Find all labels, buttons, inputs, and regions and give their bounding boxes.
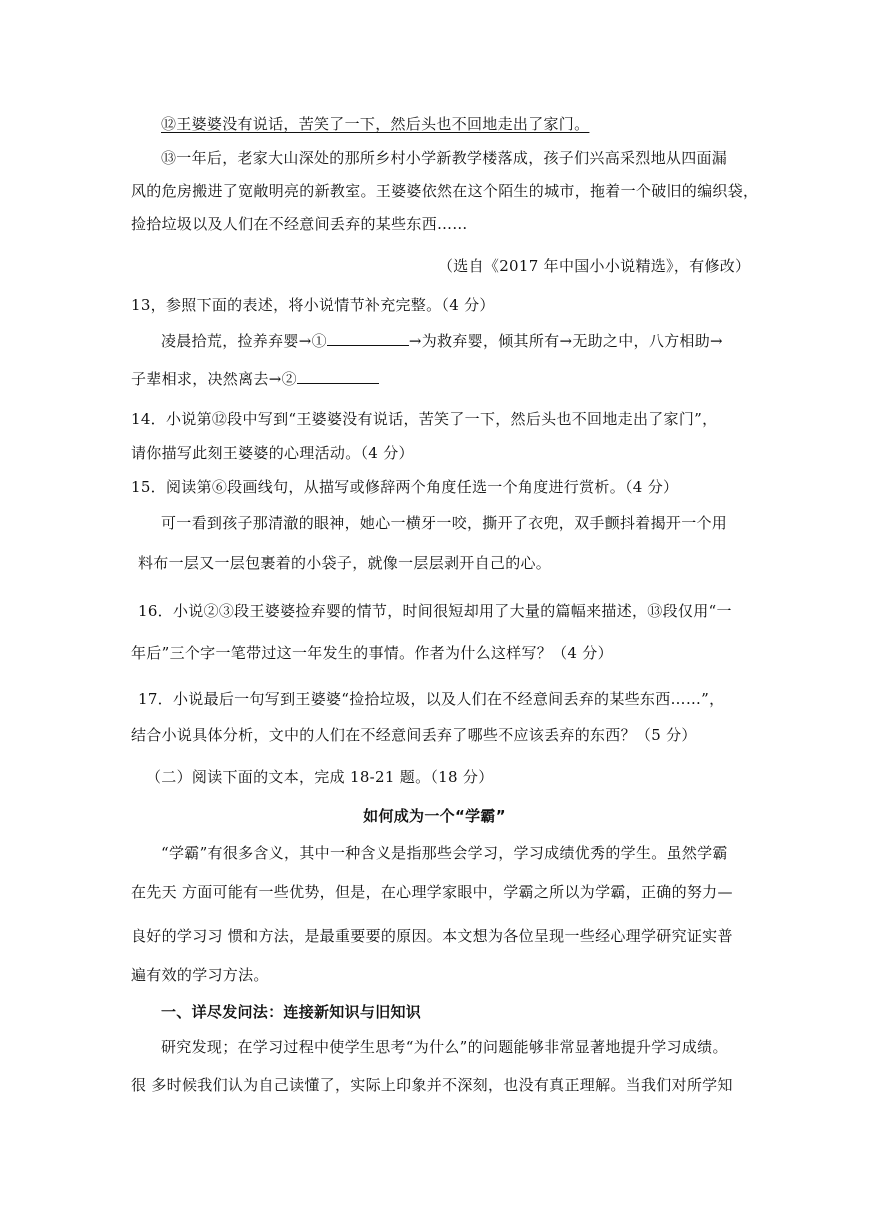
plot-part-c: 子辈相求，决然离去→②	[131, 370, 297, 388]
article-p1-line4: 遍有效的学习方法。	[131, 966, 269, 984]
question-17-line2: 结合小说具体分析，文中的人们在不经意间丢弃了哪些不应该丢弃的东西？（5 分）	[131, 726, 697, 744]
story-p13-line1: ⑬一年后，老家大山深处的那所乡村小学新教学楼落成，孩子们兴高采烈地从四面漏	[161, 149, 728, 167]
answer-blank-2[interactable]	[297, 369, 379, 384]
story-p13-line2: 风的危房搬进了宽敞明亮的新教室。王婆婆依然在这个陌生的城市，拖着一个破旧的编织袋，	[131, 182, 759, 200]
question-13-plot-line2	[131, 369, 379, 389]
article-p1-line3: 良好的学习习 惯和方法，是最重要要的原因。本文想为各位呈现一些经心理学研究证实普	[131, 927, 733, 945]
section-2-heading: （二）阅读下面的文本，完成 18-21 题。（18 分）	[146, 768, 494, 786]
question-14-line2: 请你描写此刻王婆婆的心理活动。（4 分）	[131, 444, 414, 462]
story-p13-line3: 捡拾垃圾以及人们在不经意间丢弃的某些东西……	[131, 215, 468, 233]
article-p1-line2: 在先天 方面可能有一些优势，但是，在心理学家眼中，学霸之所以为学霸，正确的努力—	[131, 883, 733, 901]
question-16-line2: 年后”三个字一笔带过这一年发生的事情。作者为什么这样写？（4 分）	[131, 644, 613, 662]
answer-blank-1[interactable]	[327, 331, 409, 346]
article-p1-line1: “学霸”有很多含义，其中一种含义是指那些会学习，学习成绩优秀的学生。虽然学霸	[161, 844, 728, 862]
question-15-quote-line1: 可一看到孩子那清澈的眼神，她心一横牙一咬，撕开了衣兜，双手颤抖着揭开一个用	[161, 514, 728, 532]
question-17-line1: 17．小说最后一句写到王婆婆“捡拾垃圾，以及人们在不经意间丢弃的某些东西……”，	[138, 690, 725, 708]
question-16-line1: 16．小说②③段王婆婆捡弃婴的情节，时间很短却用了大量的篇幅来描述，⑬段仅用“一	[138, 602, 732, 620]
article-p2-line1: 研究发现；在学习过程中使学生思考“为什么”的问题能够非常显著地提升学习成绩。	[161, 1038, 728, 1056]
story-p12: ⑫王婆婆没有说话，苦笑了一下，然后头也不回地走出了家门。	[161, 115, 590, 133]
question-15-quote-line2: 料布一层又一层包裹着的小袋子，就像一层层剥开自己的心。	[138, 554, 552, 572]
plot-part-b: →为救弃婴，倾其所有→无助之中，八方相助→	[408, 332, 723, 350]
story-source: （选自《2017 年中国小小说精选》，有修改）	[438, 257, 751, 275]
question-13: 13，参照下面的表述，将小说情节补充完整。（4 分）	[131, 296, 495, 314]
article-p2-line2: 很 多时候我们认为自己读懂了，实际上印象并不深刻，也没有真正理解。当我们对所学知	[131, 1076, 733, 1094]
plot-part-a: 凌晨拾荒，捡养弃婴→①	[161, 332, 327, 350]
question-15: 15．阅读第⑥段画线句，从描写或修辞两个角度任选一个角度进行赏析。（4 分）	[131, 478, 679, 496]
question-13-plot-line1	[161, 331, 723, 351]
article-title: 如何成为一个“学霸”	[363, 807, 506, 825]
question-14-line1: 14．小说第⑫段中写到“王婆婆没有说话，苦笑了一下，然后头也不回地走出了家门”，	[131, 410, 718, 428]
article-subheading-1: 一、详尽发问法：连接新知识与旧知识	[161, 1003, 422, 1021]
